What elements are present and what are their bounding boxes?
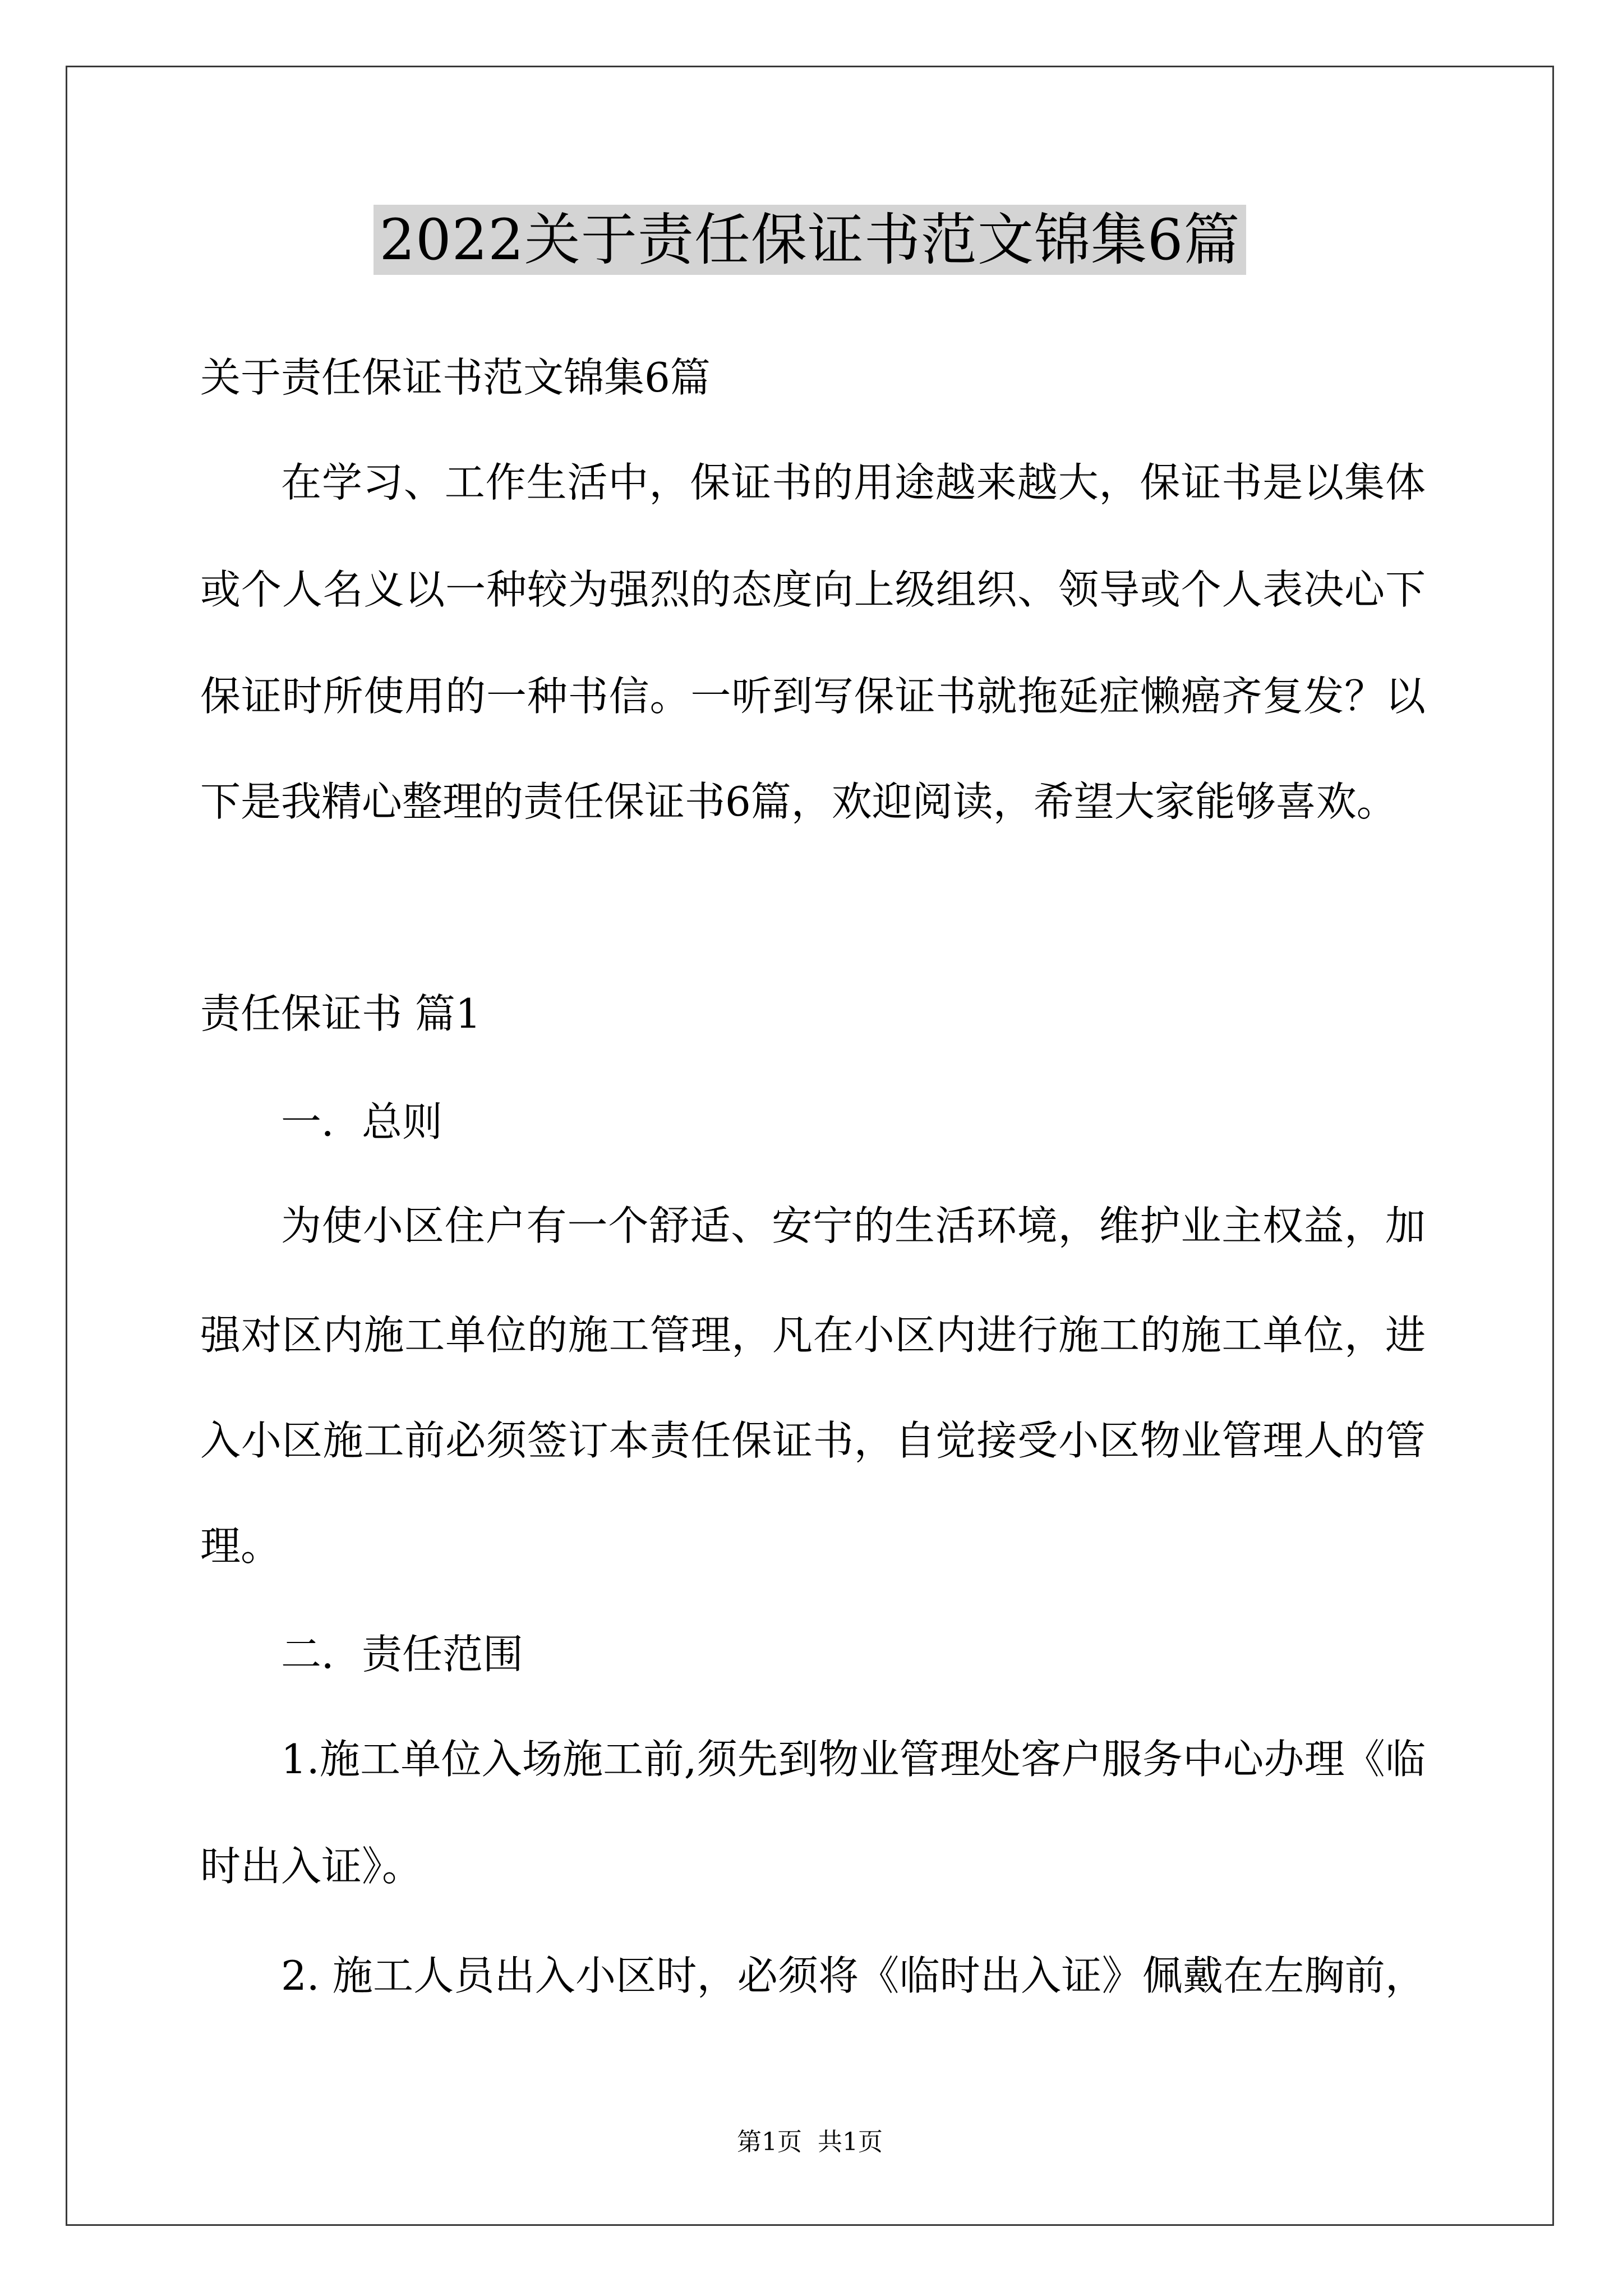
paragraph-line: 理。 [200, 1522, 282, 1570]
intro-line: 或个人名义以一种较为强烈的态度向上级组织、领导或个人表决心下 [200, 566, 1426, 613]
paragraph-line: 入小区施工前必须签订本责任保证书，自觉接受小区物业管理人的管 [200, 1417, 1426, 1464]
page-footer: 第1页 共1页 [737, 2128, 883, 2156]
title-container [66, 205, 1554, 275]
paragraph-line: 为使小区住户有一个舒适、安宁的生活环境，维护业主权益，加 [281, 1202, 1426, 1249]
section-heading-scope: 二．责任范围 [281, 1631, 524, 1678]
intro-line: 下是我精心整理的责任保证书6篇，欢迎阅读，希望大家能够喜欢。 [200, 778, 1397, 825]
list-item-line: 时出入证》。 [200, 1843, 423, 1890]
list-item-line: 1.施工单位入场施工前,须先到物业管理处客户服务中心办理《临 [281, 1736, 1426, 1783]
article-heading: 责任保证书 篇1 [200, 990, 481, 1037]
intro-line: 保证时所使用的一种书信。一听到写保证书就拖延症懒癌齐复发？以 [200, 673, 1426, 720]
document-title: 2022关于责任保证书范文锦集6篇 [374, 205, 1246, 275]
section-heading-general: 一．总则 [281, 1098, 443, 1145]
paragraph-line: 强对区内施工单位的施工管理，凡在小区内进行施工的施工单位，进 [200, 1312, 1426, 1359]
list-item-line: 2. 施工人员出入小区时，必须将《临时出入证》佩戴在左胸前， [281, 1952, 1426, 1999]
document-subtitle: 关于责任保证书范文锦集6篇 [200, 354, 711, 401]
intro-line: 在学习、工作生活中，保证书的用途越来越大，保证书是以集体 [281, 459, 1426, 506]
